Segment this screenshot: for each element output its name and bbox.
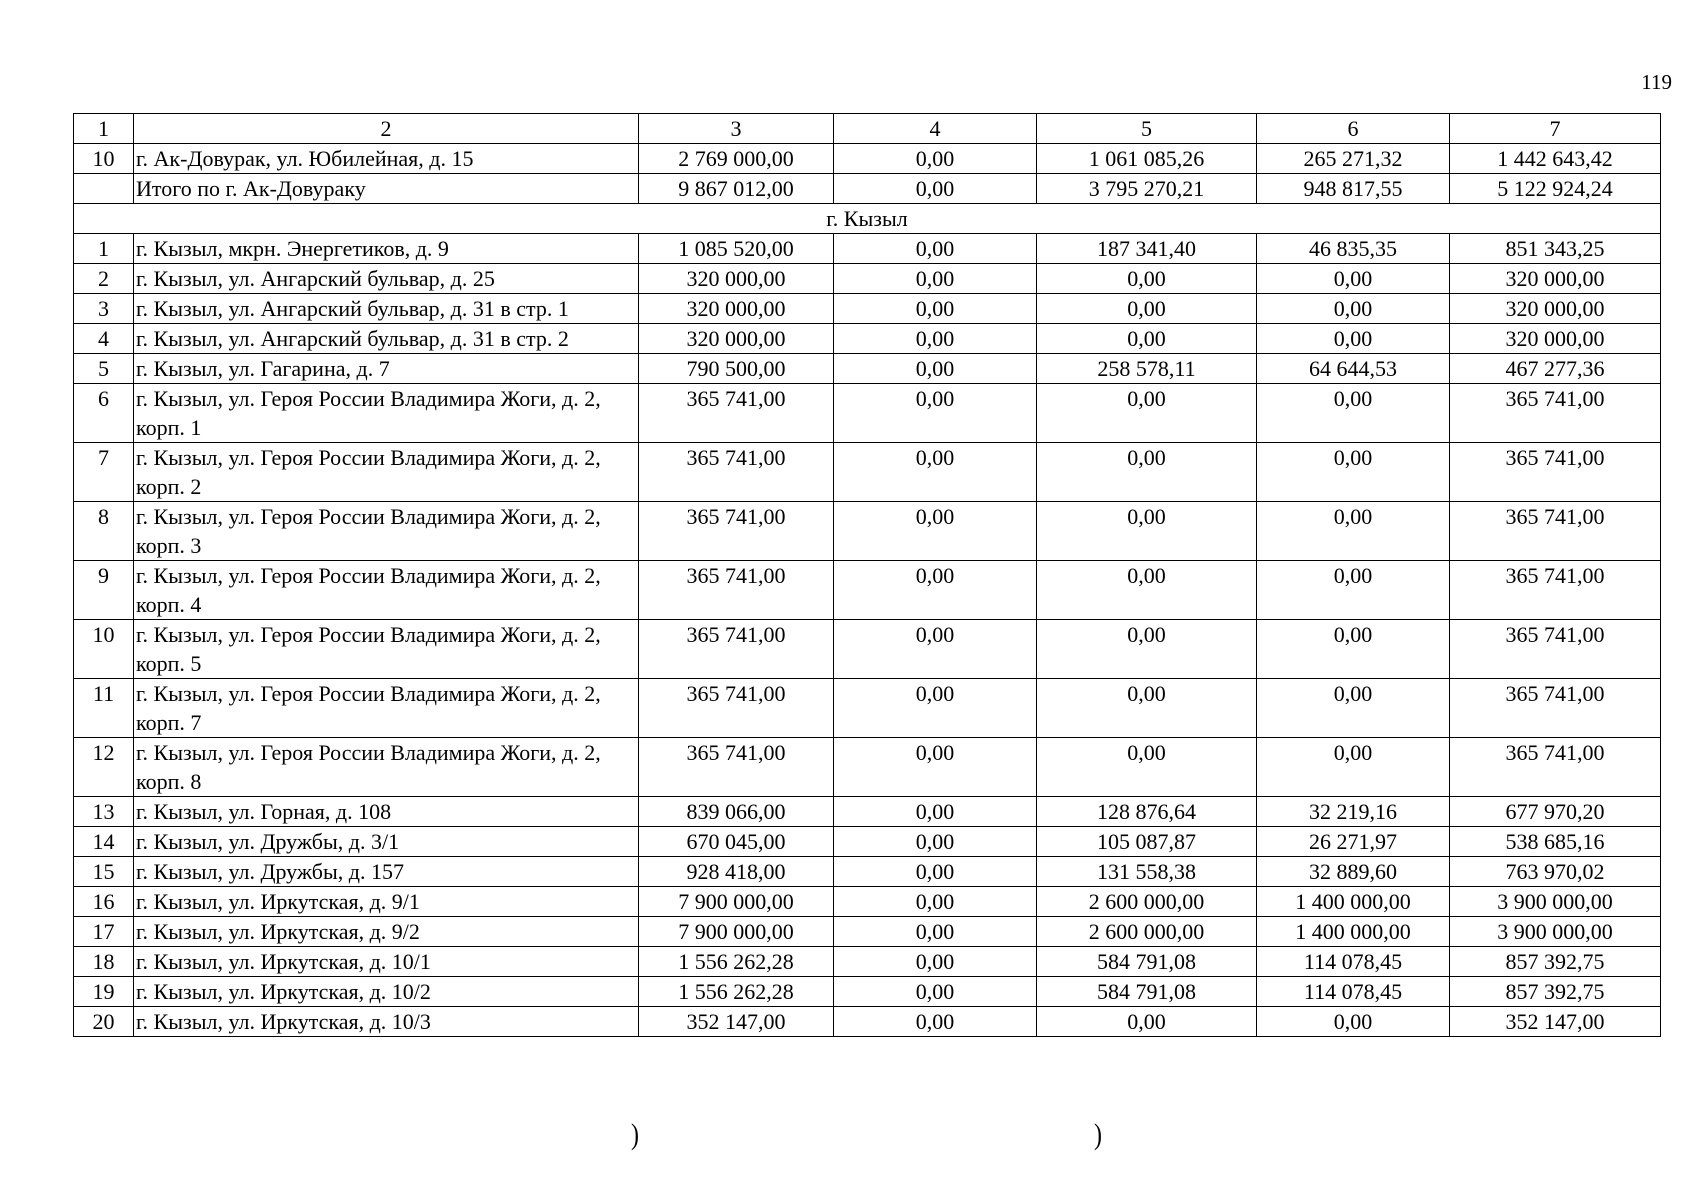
col7-cell: 857 392,75 <box>1450 977 1661 1007</box>
col3-cell: 7 900 000,00 <box>639 887 834 917</box>
col4-cell: 0,00 <box>834 977 1037 1007</box>
address-cell: г. Ак-Довурак, ул. Юбилейная, д. 15 <box>134 144 639 174</box>
col6-cell: 26 271,97 <box>1257 827 1450 857</box>
col4-cell: 0,00 <box>834 502 1037 561</box>
col4-cell: 0,00 <box>834 917 1037 947</box>
col5-cell: 0,00 <box>1037 1007 1257 1037</box>
col7-cell: 1 442 643,42 <box>1450 144 1661 174</box>
address-cell: г. Кызыл, ул. Героя России Владимира Жоги, д. 2, корп. 4 <box>134 561 639 620</box>
bottom-mark-right: ) <box>1094 1118 1102 1151</box>
table-row <box>74 384 1661 443</box>
page-number: 119 <box>1641 70 1672 94</box>
col7-cell: 467 277,36 <box>1450 354 1661 384</box>
col3-cell: 1 556 262,28 <box>639 947 834 977</box>
row-number: 11 <box>74 679 134 738</box>
col6-cell: 0,00 <box>1257 561 1450 620</box>
col4-cell: 0,00 <box>834 264 1037 294</box>
col6-cell: 114 078,45 <box>1257 977 1450 1007</box>
col5-cell: 105 087,87 <box>1037 827 1257 857</box>
row-number: 18 <box>74 947 134 977</box>
col6-cell: 0,00 <box>1257 384 1450 443</box>
col5-cell: 3 795 270,21 <box>1037 174 1257 204</box>
row-number: 4 <box>74 324 134 354</box>
table-row <box>74 561 1661 620</box>
col4-cell: 0,00 <box>834 234 1037 264</box>
col4-cell: 0,00 <box>834 384 1037 443</box>
col3-cell: 928 418,00 <box>639 857 834 887</box>
col3-cell: 365 741,00 <box>639 443 834 502</box>
address-cell: г. Кызыл, ул. Иркутская, д. 9/1 <box>134 887 639 917</box>
col3-cell: 365 741,00 <box>639 738 834 797</box>
address-cell: г. Кызыл, ул. Ангарский бульвар, д. 31 в стр. 2 <box>134 324 639 354</box>
row-number: 16 <box>74 887 134 917</box>
col6-cell: 32 889,60 <box>1257 857 1450 887</box>
col4-cell: 0,00 <box>834 354 1037 384</box>
col5-cell: 2 600 000,00 <box>1037 887 1257 917</box>
col6-cell: 0,00 <box>1257 324 1450 354</box>
col7-cell: 365 741,00 <box>1450 502 1661 561</box>
row-number: 10 <box>74 144 134 174</box>
table-row <box>74 679 1661 738</box>
row-number: 12 <box>74 738 134 797</box>
header-cell-2: 2 <box>134 114 639 144</box>
col6-cell: 0,00 <box>1257 738 1450 797</box>
address-cell: г. Кызыл, ул. Иркутская, д. 10/2 <box>134 977 639 1007</box>
address-cell: Итого по г. Ак-Довураку <box>134 174 639 204</box>
col7-cell: 763 970,02 <box>1450 857 1661 887</box>
col5-cell: 187 341,40 <box>1037 234 1257 264</box>
col4-cell: 0,00 <box>834 857 1037 887</box>
row-number: 10 <box>74 620 134 679</box>
col3-cell: 365 741,00 <box>639 561 834 620</box>
table-row <box>74 264 1661 294</box>
col4-cell: 0,00 <box>834 294 1037 324</box>
section-title: г. Кызыл <box>74 204 1661 234</box>
col4-cell: 0,00 <box>834 144 1037 174</box>
budget-table <box>73 113 1661 1037</box>
col5-cell: 0,00 <box>1037 443 1257 502</box>
table-row <box>74 354 1661 384</box>
col7-cell: 320 000,00 <box>1450 294 1661 324</box>
col5-cell: 0,00 <box>1037 264 1257 294</box>
col7-cell: 5 122 924,24 <box>1450 174 1661 204</box>
col6-cell: 0,00 <box>1257 1007 1450 1037</box>
col6-cell: 1 400 000,00 <box>1257 917 1450 947</box>
address-cell: г. Кызыл, ул. Героя России Владимира Жоги, д. 2, корп. 7 <box>134 679 639 738</box>
table-row <box>74 917 1661 947</box>
header-cell-4: 4 <box>834 114 1037 144</box>
col6-cell: 0,00 <box>1257 620 1450 679</box>
col5-cell: 258 578,11 <box>1037 354 1257 384</box>
col5-cell: 2 600 000,00 <box>1037 917 1257 947</box>
col4-cell: 0,00 <box>834 1007 1037 1037</box>
col6-cell: 46 835,35 <box>1257 234 1450 264</box>
col7-cell: 3 900 000,00 <box>1450 917 1661 947</box>
col3-cell: 1 085 520,00 <box>639 234 834 264</box>
col3-cell: 320 000,00 <box>639 324 834 354</box>
col4-cell: 0,00 <box>834 324 1037 354</box>
address-cell: г. Кызыл, ул. Иркутская, д. 10/1 <box>134 947 639 977</box>
table-row <box>74 234 1661 264</box>
col6-cell: 0,00 <box>1257 679 1450 738</box>
col3-cell: 9 867 012,00 <box>639 174 834 204</box>
col4-cell: 0,00 <box>834 620 1037 679</box>
table-row <box>74 947 1661 977</box>
col4-cell: 0,00 <box>834 887 1037 917</box>
address-cell: г. Кызыл, ул. Гагарина, д. 7 <box>134 354 639 384</box>
col3-cell: 839 066,00 <box>639 797 834 827</box>
address-cell: г. Кызыл, ул. Дружбы, д. 157 <box>134 857 639 887</box>
table-header-row <box>74 114 1661 144</box>
col4-cell: 0,00 <box>834 679 1037 738</box>
col6-cell: 0,00 <box>1257 443 1450 502</box>
row-number: 17 <box>74 917 134 947</box>
col5-cell: 131 558,38 <box>1037 857 1257 887</box>
address-cell: г. Кызыл, ул. Героя России Владимира Жоги, д. 2, корп. 5 <box>134 620 639 679</box>
col6-cell: 0,00 <box>1257 502 1450 561</box>
col7-cell: 320 000,00 <box>1450 264 1661 294</box>
col7-cell: 677 970,20 <box>1450 797 1661 827</box>
col4-cell: 0,00 <box>834 561 1037 620</box>
total-row <box>74 174 1661 204</box>
table-row <box>74 144 1661 174</box>
row-number <box>74 174 134 204</box>
col6-cell: 948 817,55 <box>1257 174 1450 204</box>
col3-cell: 352 147,00 <box>639 1007 834 1037</box>
table-row <box>74 797 1661 827</box>
col6-cell: 32 219,16 <box>1257 797 1450 827</box>
col3-cell: 320 000,00 <box>639 294 834 324</box>
col4-cell: 0,00 <box>834 797 1037 827</box>
header-cell-5: 5 <box>1037 114 1257 144</box>
address-cell: г. Кызыл, ул. Ангарский бульвар, д. 31 в стр. 1 <box>134 294 639 324</box>
address-cell: г. Кызыл, ул. Иркутская, д. 10/3 <box>134 1007 639 1037</box>
table-row <box>74 977 1661 1007</box>
col4-cell: 0,00 <box>834 443 1037 502</box>
col4-cell: 0,00 <box>834 738 1037 797</box>
col5-cell: 1 061 085,26 <box>1037 144 1257 174</box>
col6-cell: 0,00 <box>1257 264 1450 294</box>
col4-cell: 0,00 <box>834 947 1037 977</box>
col6-cell: 0,00 <box>1257 294 1450 324</box>
col7-cell: 857 392,75 <box>1450 947 1661 977</box>
address-cell: г. Кызыл, ул. Героя России Владимира Жоги, д. 2, корп. 2 <box>134 443 639 502</box>
table-row <box>74 857 1661 887</box>
address-cell: г. Кызыл, мкрн. Энергетиков, д. 9 <box>134 234 639 264</box>
table-body <box>74 114 1661 1037</box>
col3-cell: 670 045,00 <box>639 827 834 857</box>
row-number: 6 <box>74 384 134 443</box>
header-cell-7: 7 <box>1450 114 1661 144</box>
address-cell: г. Кызыл, ул. Дружбы, д. 3/1 <box>134 827 639 857</box>
col7-cell: 365 741,00 <box>1450 620 1661 679</box>
table-row <box>74 324 1661 354</box>
col7-cell: 365 741,00 <box>1450 384 1661 443</box>
col3-cell: 320 000,00 <box>639 264 834 294</box>
col7-cell: 538 685,16 <box>1450 827 1661 857</box>
col5-cell: 0,00 <box>1037 679 1257 738</box>
row-number: 19 <box>74 977 134 1007</box>
address-cell: г. Кызыл, ул. Горная, д. 108 <box>134 797 639 827</box>
col6-cell: 265 271,32 <box>1257 144 1450 174</box>
address-cell: г. Кызыл, ул. Иркутская, д. 9/2 <box>134 917 639 947</box>
col5-cell: 0,00 <box>1037 324 1257 354</box>
row-number: 3 <box>74 294 134 324</box>
row-number: 13 <box>74 797 134 827</box>
col7-cell: 365 741,00 <box>1450 679 1661 738</box>
col3-cell: 2 769 000,00 <box>639 144 834 174</box>
col5-cell: 0,00 <box>1037 620 1257 679</box>
row-number: 1 <box>74 234 134 264</box>
col6-cell: 114 078,45 <box>1257 947 1450 977</box>
col7-cell: 851 343,25 <box>1450 234 1661 264</box>
col5-cell: 0,00 <box>1037 561 1257 620</box>
row-number: 7 <box>74 443 134 502</box>
row-number: 2 <box>74 264 134 294</box>
col3-cell: 7 900 000,00 <box>639 917 834 947</box>
table-row <box>74 887 1661 917</box>
row-number: 8 <box>74 502 134 561</box>
address-cell: г. Кызыл, ул. Героя России Владимира Жоги, д. 2, корп. 1 <box>134 384 639 443</box>
col6-cell: 1 400 000,00 <box>1257 887 1450 917</box>
table-row <box>74 827 1661 857</box>
col3-cell: 365 741,00 <box>639 502 834 561</box>
header-cell-6: 6 <box>1257 114 1450 144</box>
table-row <box>74 294 1661 324</box>
table-row <box>74 738 1661 797</box>
col7-cell: 3 900 000,00 <box>1450 887 1661 917</box>
header-cell-3: 3 <box>639 114 834 144</box>
col3-cell: 365 741,00 <box>639 384 834 443</box>
col5-cell: 0,00 <box>1037 502 1257 561</box>
col7-cell: 320 000,00 <box>1450 324 1661 354</box>
row-number: 9 <box>74 561 134 620</box>
col5-cell: 0,00 <box>1037 294 1257 324</box>
col7-cell: 352 147,00 <box>1450 1007 1661 1037</box>
bottom-mark-left: ) <box>631 1118 639 1151</box>
col7-cell: 365 741,00 <box>1450 443 1661 502</box>
col7-cell: 365 741,00 <box>1450 561 1661 620</box>
table-row <box>74 443 1661 502</box>
col5-cell: 584 791,08 <box>1037 947 1257 977</box>
col5-cell: 584 791,08 <box>1037 977 1257 1007</box>
row-number: 5 <box>74 354 134 384</box>
col4-cell: 0,00 <box>834 827 1037 857</box>
address-cell: г. Кызыл, ул. Героя России Владимира Жоги, д. 2, корп. 8 <box>134 738 639 797</box>
row-number: 15 <box>74 857 134 887</box>
col4-cell: 0,00 <box>834 174 1037 204</box>
header-cell-1: 1 <box>74 114 134 144</box>
col5-cell: 0,00 <box>1037 384 1257 443</box>
address-cell: г. Кызыл, ул. Ангарский бульвар, д. 25 <box>134 264 639 294</box>
col3-cell: 365 741,00 <box>639 679 834 738</box>
col5-cell: 128 876,64 <box>1037 797 1257 827</box>
col5-cell: 0,00 <box>1037 738 1257 797</box>
table-row <box>74 502 1661 561</box>
row-number: 20 <box>74 1007 134 1037</box>
row-number: 14 <box>74 827 134 857</box>
col7-cell: 365 741,00 <box>1450 738 1661 797</box>
col3-cell: 790 500,00 <box>639 354 834 384</box>
col6-cell: 64 644,53 <box>1257 354 1450 384</box>
address-cell: г. Кызыл, ул. Героя России Владимира Жоги, д. 2, корп. 3 <box>134 502 639 561</box>
col3-cell: 1 556 262,28 <box>639 977 834 1007</box>
col3-cell: 365 741,00 <box>639 620 834 679</box>
table-row <box>74 620 1661 679</box>
table-row <box>74 1007 1661 1037</box>
section-row <box>74 204 1661 234</box>
